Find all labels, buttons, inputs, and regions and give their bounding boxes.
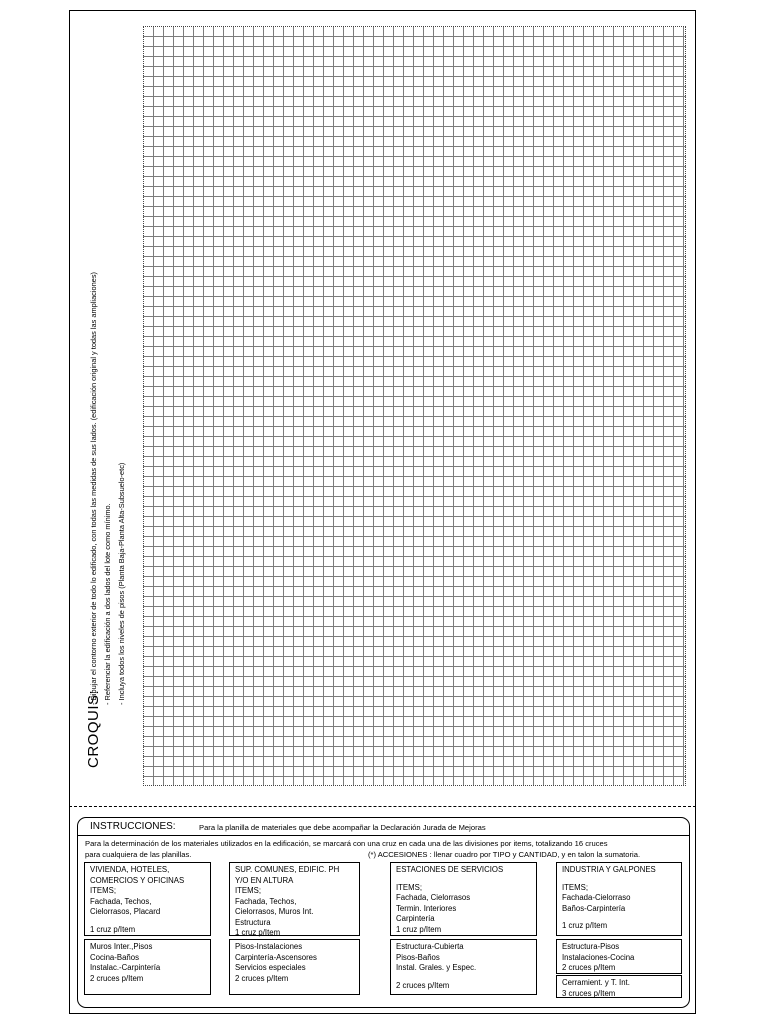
- text-line: Carpintería: [396, 914, 435, 923]
- category-vivienda-top: [84, 862, 211, 936]
- croquis-instruction-1: - Dibujar el contorno exterior de todo lo edificado, con todas las medidas de sus lados. (edificación original y todas las ampliaciones): [89, 272, 98, 705]
- text-line: INDUSTRIA Y GALPONES: [562, 865, 656, 874]
- text-line: 1 cruz p/Item: [562, 921, 608, 930]
- text-line: Cielorrasos, Placard: [90, 907, 161, 916]
- instructions-divider: [77, 835, 690, 836]
- text-line: 1 cruz p/Item: [90, 924, 136, 934]
- instructions-paragraph-1: Para la determinación de los materiales utilizados en la edificación, se marcará con una cruz en cada una de las divisiones por items, totalizando 16 cruces: [85, 839, 608, 848]
- text-line: 2 cruces p/Item: [396, 980, 450, 990]
- text-line: Cielorrasos, Muros Int.: [235, 907, 314, 916]
- spacer: [396, 876, 531, 883]
- text-line: Instal. Grales. y Espec.: [396, 963, 477, 972]
- text-line: 2 cruces p/Item: [562, 963, 616, 972]
- category-estaciones-bottom: [390, 939, 537, 995]
- category-sup-comunes-top: [229, 862, 360, 936]
- text-line: 3 cruces p/Item: [562, 988, 616, 998]
- category-estaciones-top: [390, 862, 537, 936]
- spacer: [562, 914, 676, 921]
- croquis-instruction-3: - Incluya todos los niveles de pisos (Planta Baja-Planta Alta-Subsuelo-etc): [117, 462, 126, 705]
- text-line: Cocina-Baños: [90, 952, 139, 962]
- category-vivienda-bottom: [84, 939, 211, 995]
- text-line: SUP. COMUNES, EDIFIC. PH: [235, 865, 340, 874]
- instructions-paragraph-2: para cualquiera de las planillas.: [85, 850, 192, 859]
- text-line: Cerramient. y T. Int.: [562, 978, 630, 987]
- category-industria-bottom-b: [556, 975, 682, 998]
- text-line: 1 cruz p/Item: [235, 928, 281, 937]
- text-line: Carpintería-Ascensores: [235, 952, 317, 962]
- text-line: COMERCIOS Y OFICINAS: [90, 875, 185, 885]
- text-line: Instalac.-Carpintería: [90, 963, 161, 972]
- text-line: 2 cruces p/Item: [90, 973, 144, 983]
- accesiones-note: (*) ACCESIONES : llenar cuadro por TIPO y CANTIDAD, y en talon la sumatoria.: [368, 850, 641, 859]
- spacer: [562, 876, 676, 883]
- text-line: Termin. Interiores: [396, 903, 457, 913]
- text-line: ITEMS;: [562, 882, 588, 892]
- text-line: ITEMS;: [235, 886, 261, 895]
- croquis-instruction-2: - Referenciar la edificación a dos lados del lote como mínimo.: [103, 503, 112, 705]
- croquis-title: CROQUIS:: [85, 689, 102, 768]
- sketch-grid: [143, 26, 686, 786]
- text-line: Muros Inter.,Pisos: [90, 942, 153, 951]
- text-line: 1 cruz p/Item: [396, 924, 442, 934]
- spacer: [396, 974, 531, 981]
- cut-line: [69, 806, 696, 807]
- text-line: Pisos-Instalaciones: [235, 942, 303, 951]
- text-line: Y/O EN ALTURA: [235, 875, 294, 885]
- text-line: Fachada, Cielorrasos: [396, 893, 471, 902]
- text-line: Estructura-Cubierta: [396, 942, 464, 951]
- text-line: Baños-Carpintería: [562, 903, 626, 913]
- text-line: ESTACIONES DE SERVICIOS: [396, 865, 504, 874]
- text-line: VIVIENDA, HOTELES,: [90, 865, 170, 874]
- text-line: ITEMS;: [396, 882, 422, 892]
- text-line: Fachada, Techos,: [235, 896, 297, 906]
- text-line: Fachada-Cielorraso: [562, 893, 631, 902]
- text-line: Servicios especiales: [235, 963, 306, 972]
- instructions-subtitle: Para la planilla de materiales que debe acompañar la Declaración Jurada de Mejoras: [199, 823, 486, 832]
- category-industria-top: [556, 862, 682, 936]
- text-line: ITEMS;: [90, 886, 116, 895]
- text-line: 2 cruces p/Item: [235, 973, 289, 983]
- spacer: [90, 918, 205, 925]
- text-line: Fachada, Techos,: [90, 896, 152, 906]
- category-sup-comunes-bottom: [229, 939, 360, 995]
- text-line: Instalaciones-Cocina: [562, 952, 635, 962]
- text-line: Estructura-Pisos: [562, 942, 620, 951]
- text-line: Estructura: [235, 917, 271, 927]
- instructions-title: INSTRUCCIONES:: [90, 821, 176, 832]
- category-industria-bottom-a: [556, 939, 682, 974]
- text-line: Pisos-Baños: [396, 952, 440, 962]
